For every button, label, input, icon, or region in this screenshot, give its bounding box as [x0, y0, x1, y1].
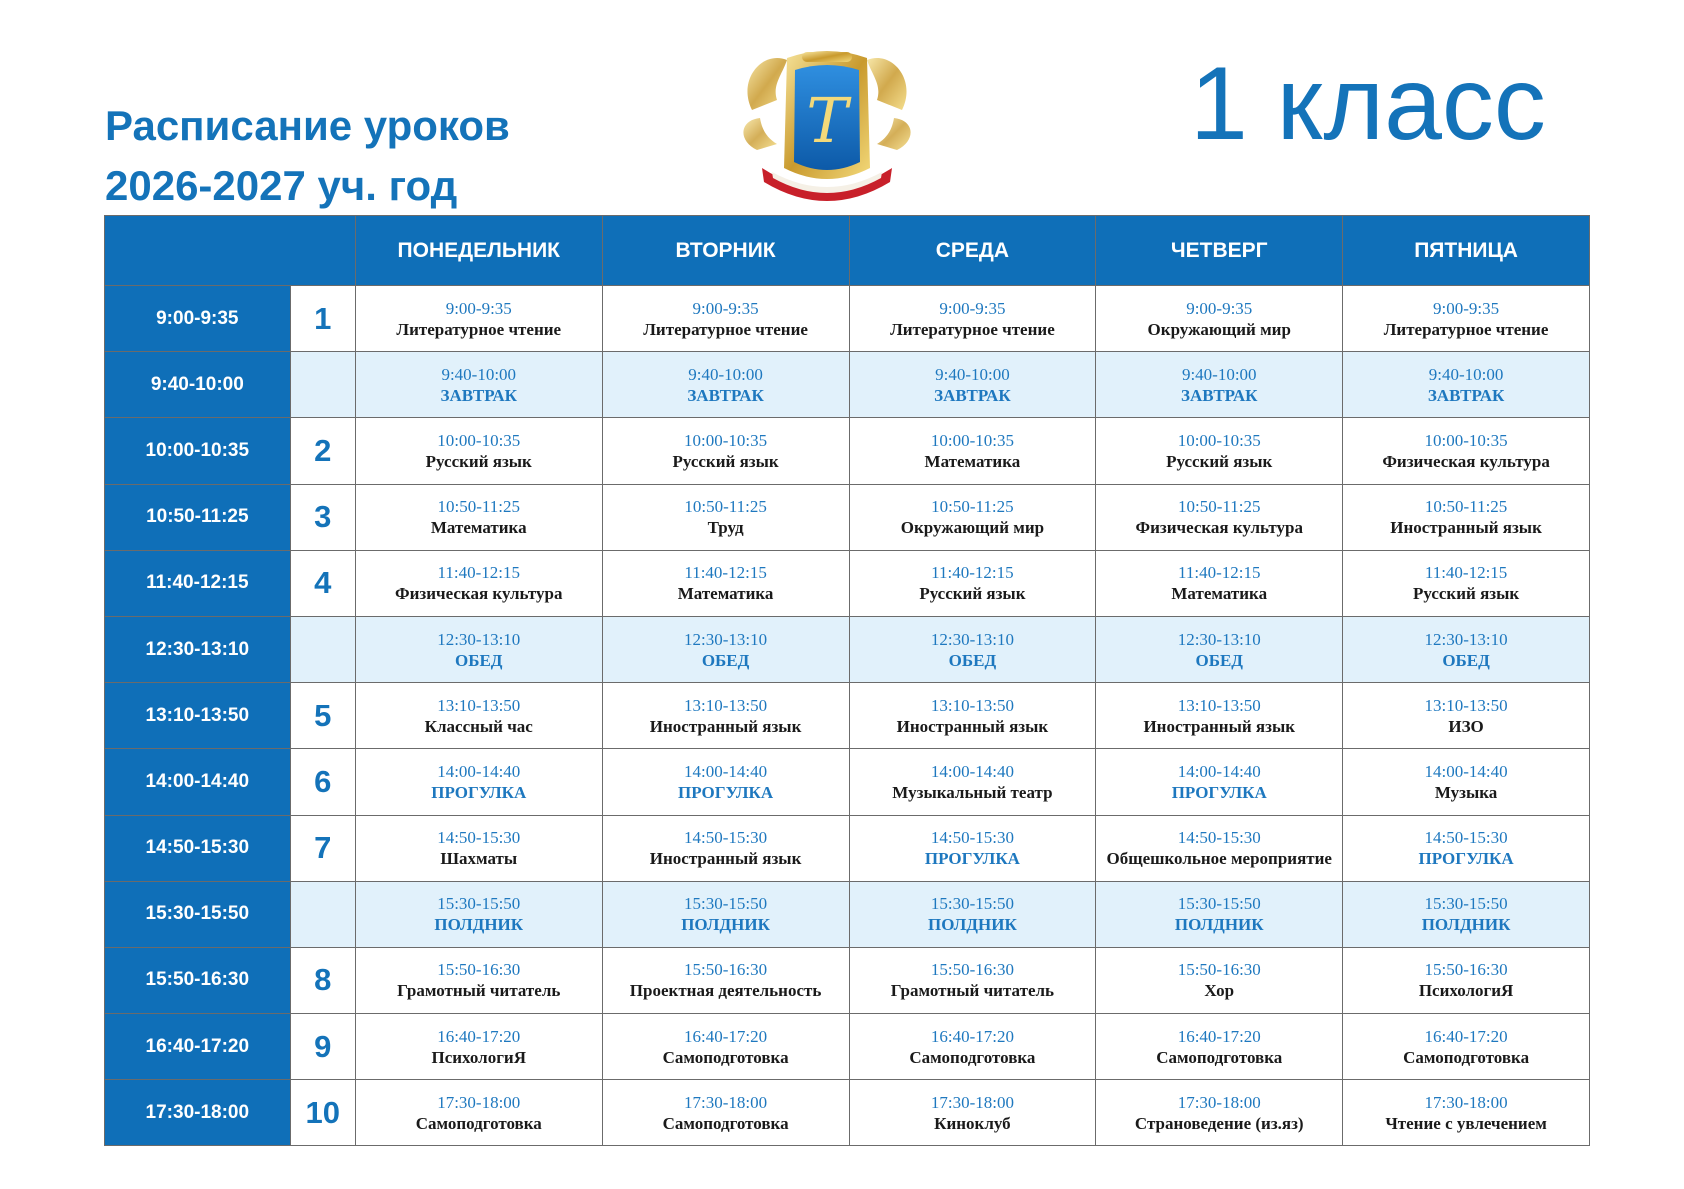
schedule-cell — [1343, 418, 1590, 484]
cell-subject: Иностранный язык — [649, 716, 802, 736]
lesson-number: 7 — [290, 815, 355, 881]
cell-time: 14:00-14:40 — [684, 761, 768, 781]
cell-subject: Литературное чтение — [643, 319, 808, 339]
cell-subject: Труд — [707, 518, 744, 538]
cell-subject: Иностранный язык — [649, 849, 802, 869]
cell-subject: Русский язык — [919, 584, 1026, 604]
cell-subject: Самоподготовка — [1156, 1047, 1283, 1067]
schedule-cell — [355, 683, 602, 749]
cell-subject: ПРОГУЛКА — [1418, 849, 1514, 869]
cell-time: 17:30-18:00 — [1424, 1092, 1508, 1112]
cell-subject: ОБЕД — [1442, 650, 1490, 670]
class-label: 1 класс — [1190, 46, 1546, 162]
schedule-cell — [602, 286, 849, 352]
cell-subject: Грамотный читатель — [890, 981, 1055, 1001]
cell-time: 14:00-14:40 — [437, 761, 521, 781]
schedule-cell — [849, 616, 1096, 682]
cell-time: 13:10-13:50 — [1424, 695, 1508, 715]
cell-subject: ПРОГУЛКА — [431, 782, 527, 802]
cell-time: 13:10-13:50 — [930, 695, 1014, 715]
cell-subject: ОБЕД — [948, 650, 997, 670]
schedule-cell — [849, 286, 1096, 352]
cell-time: 9:40-10:00 — [1181, 364, 1257, 384]
schedule-cell — [849, 484, 1096, 550]
cell-time: 17:30-18:00 — [684, 1092, 768, 1112]
cell-time: 12:30-13:10 — [930, 629, 1014, 649]
cell-time: 13:10-13:50 — [684, 695, 768, 715]
cell-subject: ПРОГУЛКА — [678, 782, 774, 802]
lesson-row — [105, 815, 1590, 881]
schedule-cell — [849, 683, 1096, 749]
cell-time: 12:30-13:10 — [1424, 629, 1508, 649]
schedule-cell — [1096, 418, 1343, 484]
cell-subject: Общешкольное мероприятие — [1106, 849, 1332, 869]
cell-time: 9:00-9:35 — [1433, 298, 1500, 318]
schedule-cell — [602, 881, 849, 947]
schedule-cell — [849, 947, 1096, 1013]
cell-subject: Самоподготовка — [909, 1047, 1036, 1067]
cell-time: 13:10-13:50 — [1177, 695, 1261, 715]
schedule-cell — [1096, 881, 1343, 947]
lesson-number: 6 — [290, 749, 355, 815]
schedule-cell — [1096, 815, 1343, 881]
period-time: 15:50-16:30 — [105, 947, 291, 1013]
cell-subject: ЗАВТРАК — [934, 385, 1011, 405]
schedule-cell — [1343, 1080, 1590, 1146]
schedule-cell — [849, 418, 1096, 484]
cell-time: 12:30-13:10 — [1177, 629, 1261, 649]
period-time: 9:40-10:00 — [105, 352, 291, 418]
cell-time: 10:50-11:25 — [684, 497, 767, 517]
day-header: ПЯТНИЦА — [1343, 216, 1590, 286]
cell-subject: Грамотный читатель — [397, 981, 561, 1001]
cell-subject: ПОЛДНИК — [928, 915, 1017, 935]
schedule-cell — [1096, 683, 1343, 749]
schedule-cell — [1343, 616, 1590, 682]
cell-time: 9:40-10:00 — [688, 364, 763, 384]
cell-subject: Математика — [430, 518, 527, 538]
cell-time: 11:40-12:15 — [931, 563, 1014, 583]
cell-subject: Чтение с увлечением — [1385, 1113, 1547, 1133]
cell-time: 13:10-13:50 — [437, 695, 521, 715]
cell-subject: Окружающий мир — [900, 518, 1045, 538]
schedule-cell — [602, 550, 849, 616]
schedule-cell — [849, 352, 1096, 418]
cell-time: 14:50-15:30 — [1424, 828, 1508, 848]
header-row — [105, 216, 1590, 286]
schedule-cell — [1343, 484, 1590, 550]
cell-time: 15:50-16:30 — [1424, 960, 1508, 980]
schedule-cell — [355, 484, 602, 550]
cell-time: 17:30-18:00 — [437, 1092, 521, 1112]
cell-time: 16:40-17:20 — [684, 1026, 768, 1046]
cell-subject: Русский язык — [425, 451, 532, 471]
schedule-cell — [1343, 947, 1590, 1013]
schedule-cell — [355, 749, 602, 815]
lesson-row — [105, 286, 1590, 352]
cell-time: 16:40-17:20 — [930, 1026, 1014, 1046]
cell-time: 12:30-13:10 — [437, 629, 521, 649]
schedule-cell — [1096, 484, 1343, 550]
cell-time: 10:00-10:35 — [684, 430, 768, 450]
cell-subject: Математика — [677, 584, 774, 604]
schedule-cell — [849, 881, 1096, 947]
cell-subject: Физическая культура — [395, 584, 563, 604]
title-line-1: Расписание уроков — [105, 102, 510, 149]
cell-subject: ЗАВТРАК — [687, 385, 764, 405]
cell-time: 9:40-10:00 — [935, 364, 1010, 384]
schedule-cell — [849, 1080, 1096, 1146]
schedule-cell — [602, 749, 849, 815]
header-corner — [105, 216, 356, 286]
cell-subject: Самоподготовка — [415, 1113, 542, 1133]
lesson-row — [105, 947, 1590, 1013]
cell-subject: Самоподготовка — [1403, 1047, 1530, 1067]
cell-time: 16:40-17:20 — [437, 1026, 521, 1046]
cell-subject: Иностранный язык — [1390, 518, 1542, 538]
schedule-cell — [602, 815, 849, 881]
cell-time: 14:50-15:30 — [684, 828, 768, 848]
lesson-row — [105, 1080, 1590, 1146]
cell-subject: ПРОГУЛКА — [1171, 782, 1267, 802]
cell-subject: Музыкальный театр — [892, 782, 1053, 802]
schedule-cell — [355, 550, 602, 616]
schedule-cell — [1096, 550, 1343, 616]
lesson-row — [105, 1014, 1590, 1080]
period-time: 13:10-13:50 — [105, 683, 291, 749]
cell-subject: Физическая культура — [1382, 451, 1550, 471]
schedule-cell — [1343, 550, 1590, 616]
cell-time: 11:40-12:15 — [684, 563, 767, 583]
schedule-cell — [1343, 881, 1590, 947]
cell-subject: ПсихологиЯ — [1418, 981, 1514, 1001]
lesson-row — [105, 550, 1590, 616]
cell-time: 9:40-10:00 — [1428, 364, 1504, 384]
cell-time: 10:00-10:35 — [930, 430, 1014, 450]
schedule-cell — [355, 418, 602, 484]
schedule-cell — [602, 352, 849, 418]
schedule-cell — [1343, 683, 1590, 749]
cell-subject: Русский язык — [1412, 584, 1520, 604]
cell-time: 14:50-15:30 — [437, 828, 521, 848]
lesson-row — [105, 749, 1590, 815]
schedule-body — [105, 286, 1590, 1146]
cell-subject: Классный час — [424, 716, 533, 736]
cell-subject: Окружающий мир — [1147, 319, 1291, 339]
cell-time: 9:40-10:00 — [441, 364, 517, 384]
cell-time: 14:50-15:30 — [1177, 828, 1261, 848]
period-time: 15:30-15:50 — [105, 881, 291, 947]
schedule-cell — [602, 1080, 849, 1146]
cell-time: 15:50-16:30 — [684, 960, 768, 980]
period-time: 16:40-17:20 — [105, 1014, 291, 1080]
period-time: 17:30-18:00 — [105, 1080, 291, 1146]
cell-time: 14:00-14:40 — [1177, 761, 1261, 781]
schedule-cell — [602, 418, 849, 484]
cell-time: 10:00-10:35 — [437, 430, 521, 450]
break-row — [105, 352, 1590, 418]
cell-time: 15:50-16:30 — [437, 960, 521, 980]
cell-subject: ОБЕД — [455, 650, 503, 670]
schedule-cell — [355, 286, 602, 352]
cell-time: 9:00-9:35 — [445, 298, 512, 318]
cell-subject: ПсихологиЯ — [431, 1047, 527, 1067]
cell-time: 9:00-9:35 — [939, 298, 1006, 318]
schedule-cell — [1096, 352, 1343, 418]
cell-time: 15:30-15:50 — [930, 894, 1014, 914]
cell-time: 10:00-10:35 — [1424, 430, 1508, 450]
break-row — [105, 616, 1590, 682]
schedule-cell — [602, 947, 849, 1013]
lesson-number: 5 — [290, 683, 355, 749]
title-line-2: 2026-2027 уч. год — [105, 162, 458, 209]
cell-time: 15:50-16:30 — [930, 960, 1014, 980]
schedule-cell — [849, 815, 1096, 881]
cell-time: 10:50-11:25 — [1178, 497, 1261, 517]
schedule-cell — [355, 1014, 602, 1080]
schedule-cell — [1343, 1014, 1590, 1080]
cell-subject: Литературное чтение — [1383, 319, 1549, 339]
break-row — [105, 881, 1590, 947]
cell-subject: ПОЛДНИК — [1174, 915, 1264, 935]
period-time: 14:50-15:30 — [105, 815, 291, 881]
cell-subject: Шахматы — [440, 849, 518, 869]
cell-time: 9:00-9:35 — [1186, 298, 1253, 318]
schedule-cell — [849, 749, 1096, 815]
cell-subject: Русский язык — [1166, 451, 1273, 471]
cell-subject: ПОЛДНИК — [1421, 915, 1511, 935]
cell-subject: Киноклуб — [934, 1113, 1011, 1133]
cell-time: 15:50-16:30 — [1177, 960, 1261, 980]
cell-subject: ЗАВТРАК — [1180, 385, 1258, 405]
cell-subject: ПОЛДНИК — [434, 915, 524, 935]
cell-subject: Математика — [1171, 584, 1268, 604]
cell-subject: Иностранный язык — [896, 716, 1049, 736]
schedule-cell — [355, 1080, 602, 1146]
cell-subject: ЗАВТРАК — [1427, 385, 1505, 405]
svg-text:Т: Т — [806, 84, 848, 157]
schedule-cell — [1096, 1080, 1343, 1146]
cell-time: 10:50-11:25 — [1424, 497, 1508, 517]
period-time: 10:50-11:25 — [105, 484, 291, 550]
cell-subject: ОБЕД — [701, 650, 750, 670]
cell-subject: ПРОГУЛКА — [924, 849, 1020, 869]
cell-time: 12:30-13:10 — [684, 629, 768, 649]
cell-subject: Иностранный язык — [1143, 716, 1296, 736]
cell-time: 17:30-18:00 — [930, 1092, 1014, 1112]
lesson-row — [105, 418, 1590, 484]
period-time: 14:00-14:40 — [105, 749, 291, 815]
schedule-cell — [849, 550, 1096, 616]
schedule-cell — [355, 352, 602, 418]
schedule-cell — [355, 815, 602, 881]
cell-time: 11:40-12:15 — [437, 563, 520, 583]
day-header: ЧЕТВЕРГ — [1096, 216, 1343, 286]
day-header: ПОНЕДЕЛЬНИК — [355, 216, 602, 286]
schedule-cell — [849, 1014, 1096, 1080]
schedule-table — [104, 215, 1590, 1146]
lesson-number — [290, 616, 355, 682]
cell-time: 14:00-14:40 — [1424, 761, 1508, 781]
cell-time: 15:30-15:50 — [437, 894, 521, 914]
cell-subject: Математика — [924, 451, 1021, 471]
school-crest-icon — [732, 40, 922, 208]
schedule-cell — [1343, 352, 1590, 418]
schedule-cell — [1096, 749, 1343, 815]
lesson-row — [105, 683, 1590, 749]
schedule-cell — [1343, 286, 1590, 352]
period-time: 9:00-9:35 — [105, 286, 291, 352]
schedule-cell — [355, 881, 602, 947]
lesson-number — [290, 352, 355, 418]
schedule-cell — [1096, 1014, 1343, 1080]
schedule-cell — [355, 616, 602, 682]
cell-time: 16:40-17:20 — [1424, 1026, 1508, 1046]
cell-time: 17:30-18:00 — [1177, 1092, 1261, 1112]
schedule-cell — [1343, 749, 1590, 815]
cell-time: 14:00-14:40 — [930, 761, 1014, 781]
lesson-number: 1 — [290, 286, 355, 352]
lesson-number: 8 — [290, 947, 355, 1013]
cell-time: 14:50-15:30 — [930, 828, 1014, 848]
cell-subject: Хор — [1204, 981, 1235, 1001]
cell-subject: ОБЕД — [1195, 650, 1243, 670]
day-header: ВТОРНИК — [602, 216, 849, 286]
lesson-number: 4 — [290, 550, 355, 616]
schedule-cell — [602, 484, 849, 550]
cell-subject: Проектная деятельность — [629, 981, 822, 1001]
cell-subject: Русский язык — [672, 451, 779, 471]
cell-subject: Самоподготовка — [662, 1047, 789, 1067]
period-time: 10:00-10:35 — [105, 418, 291, 484]
cell-subject: Литературное чтение — [890, 319, 1055, 339]
lesson-number: 2 — [290, 418, 355, 484]
schedule-cell — [355, 947, 602, 1013]
page-title — [105, 96, 510, 216]
schedule-cell — [602, 683, 849, 749]
cell-time: 16:40-17:20 — [1177, 1026, 1261, 1046]
schedule-cell — [1096, 286, 1343, 352]
cell-subject: Литературное чтение — [396, 319, 562, 339]
cell-time: 15:30-15:50 — [1424, 894, 1508, 914]
schedule-cell — [1343, 815, 1590, 881]
cell-time: 10:00-10:35 — [1177, 430, 1261, 450]
cell-time: 9:00-9:35 — [692, 298, 759, 318]
cell-time: 15:30-15:50 — [684, 894, 768, 914]
cell-time: 15:30-15:50 — [1177, 894, 1261, 914]
period-time: 11:40-12:15 — [105, 550, 291, 616]
period-time: 12:30-13:10 — [105, 616, 291, 682]
cell-subject: Музыка — [1434, 782, 1498, 802]
cell-subject: Страноведение (из.яз) — [1134, 1113, 1304, 1133]
cell-time: 11:40-12:15 — [1178, 563, 1261, 583]
cell-subject: Самоподготовка — [662, 1113, 789, 1133]
cell-time: 10:50-11:25 — [437, 497, 520, 517]
lesson-number: 9 — [290, 1014, 355, 1080]
cell-subject: ИЗО — [1448, 716, 1484, 736]
lesson-row — [105, 484, 1590, 550]
lesson-number: 10 — [290, 1080, 355, 1146]
schedule-cell — [1096, 947, 1343, 1013]
schedule-cell — [602, 616, 849, 682]
cell-time: 10:50-11:25 — [931, 497, 1014, 517]
cell-subject: ЗАВТРАК — [440, 385, 518, 405]
cell-subject: ПОЛДНИК — [681, 915, 770, 935]
lesson-number — [290, 881, 355, 947]
cell-time: 11:40-12:15 — [1424, 563, 1508, 583]
day-header: СРЕДА — [849, 216, 1096, 286]
cell-subject: Физическая культура — [1135, 518, 1303, 538]
lesson-number: 3 — [290, 484, 355, 550]
schedule-cell — [602, 1014, 849, 1080]
schedule-cell — [1096, 616, 1343, 682]
